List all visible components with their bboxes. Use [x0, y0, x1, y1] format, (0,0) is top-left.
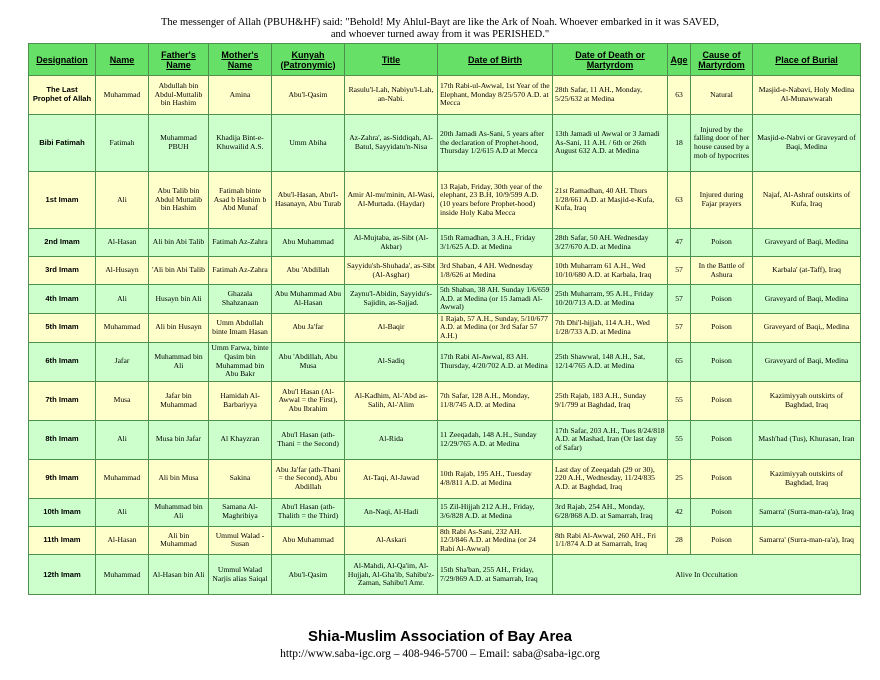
cell-kunyah: Abu Muhammad — [272, 229, 345, 257]
cell-mother: Umm Farwa, binte Qasim bin Muhammad bin Abu Bakr — [209, 342, 272, 381]
cell-death: 7th Dhi'l-hijjah, 114 A.H., Wed 1/28/733 A.D. at Medina — [553, 313, 668, 342]
cell-death: Alive In Occultation — [553, 555, 861, 595]
cell-title: Zaynu'l-Abidin, Sayyidu's-Sajidin, as-Sajjad. — [345, 285, 438, 314]
cell-kunyah: Umm Abiha — [272, 115, 345, 172]
table-row — [29, 257, 861, 285]
cell-birth: 20th Jamadi As-Sani, 5 years after the declaration of Prophet-hood, Thursday 1/2/615 A.D at Mecca — [438, 115, 553, 172]
cell-title: At-Taqi, Al-Jawad — [345, 459, 438, 498]
cell-kunyah: Abu'l-Qasim — [272, 76, 345, 115]
cell-title: Al-Mahdi, Al-Qa'im, Al-Hujjah, Al-Gha'ib, Sahibu'z-Zaman, Sahibu'l Amr. — [345, 555, 438, 595]
table-row — [29, 229, 861, 257]
cell-designation: 4th Imam — [29, 285, 96, 314]
cell-burial: Graveyard of Baqi, Medina — [753, 342, 861, 381]
cell-designation: The Last Prophet of Allah — [29, 76, 96, 115]
cell-birth: 17th Rabi Al-Awwal, 83 AH. Thursday, 4/20/702 A.D. at Medina — [438, 342, 553, 381]
cell-death: 28th Safar, 50 AH. Wednesday 3/27/670 A.D. at Medina — [553, 229, 668, 257]
cell-name: Al-Hasan — [96, 526, 149, 555]
table-row — [29, 526, 861, 555]
cell-name: Muhammad — [96, 313, 149, 342]
cell-kunyah: Abu Ja'far — [272, 313, 345, 342]
cell-birth: 13 Rajab, Friday, 30th year of the elephant, 23 B.H, 10/9/599 A.D. (10 years before Prophet-hood) inside Holy Kaba Mecca — [438, 172, 553, 229]
cell-burial: Masjid-e-Nabavi, Holy Medina Al-Munawwarah — [753, 76, 861, 115]
table-body — [29, 76, 861, 595]
cell-kunyah: Abu 'Abdillah — [272, 257, 345, 285]
cell-cause: Poison — [691, 342, 753, 381]
quote-line-1: The messenger of Allah (PBUH&HF) said: "Behold! My Ahlul-Bayt are like the Ark of Noah. Whoever embarked in it was SAVED, — [161, 17, 719, 28]
table-row — [29, 555, 861, 595]
cell-father: Ali bin Muhammad — [149, 526, 209, 555]
cell-death: 13th Jamadi ul Awwal or 3 Jamadi As-Sani, 11 A.H. / 6th or 26th August 632 A.D. at Medina — [553, 115, 668, 172]
cell-birth: 11 Zeeqadah, 148 A.H., Sunday 12/29/765 A.D. at Medina — [438, 420, 553, 459]
cell-age: 18 — [668, 115, 691, 172]
cell-designation: 7th Imam — [29, 381, 96, 420]
cell-burial: Najaf, Al-Ashraf outskirts of Kufa, Iraq — [753, 172, 861, 229]
cell-age: 55 — [668, 381, 691, 420]
cell-father: Al-Hasan bin Ali — [149, 555, 209, 595]
table-row — [29, 381, 861, 420]
cell-death: 28th Safar, 11 AH., Monday, 5/25/632 at Medina — [553, 76, 668, 115]
cell-mother: Hamidah Al-Barbariyya — [209, 381, 272, 420]
cell-father: Husayn bin Ali — [149, 285, 209, 314]
cell-burial: Kazimiyyah outskirts of Baghdad, Iraq — [753, 381, 861, 420]
cell-kunyah: Abu'l Hasan (ath-Thalith = the Third) — [272, 498, 345, 526]
cell-title: Sayyidu'sh-Shuhada', as-Sibt (Al-Asghar) — [345, 257, 438, 285]
cell-cause: Poison — [691, 229, 753, 257]
cell-name: Muhammad — [96, 555, 149, 595]
cell-age: 28 — [668, 526, 691, 555]
cell-burial: Kazimiyyah outskirts of Baghdad, Iraq — [753, 459, 861, 498]
hadith-quote — [20, 17, 860, 41]
cell-designation: 1st Imam — [29, 172, 96, 229]
cell-age: 63 — [668, 172, 691, 229]
cell-title: Al-Baqir — [345, 313, 438, 342]
cell-title: Al-Askari — [345, 526, 438, 555]
cell-kunyah: Abu Muhammad — [272, 526, 345, 555]
cell-death: 25th Muharram, 95 A.H., Friday 10/20/713 A.D. at Medina — [553, 285, 668, 314]
cell-age: 65 — [668, 342, 691, 381]
cell-designation: 2nd Imam — [29, 229, 96, 257]
table-row — [29, 115, 861, 172]
cell-kunyah: Abu'l-Qasim — [272, 555, 345, 595]
cell-designation: 9th Imam — [29, 459, 96, 498]
cell-father: Muhammad PBUH — [149, 115, 209, 172]
cell-age: 57 — [668, 285, 691, 314]
cell-mother: Amina — [209, 76, 272, 115]
col-header-death: Date of Death or Martyrdom — [553, 44, 668, 76]
cell-mother: Fatimah Az-Zahra — [209, 229, 272, 257]
cell-name: Jafar — [96, 342, 149, 381]
col-header-burial: Place of Burial — [753, 44, 861, 76]
cell-age: 47 — [668, 229, 691, 257]
cell-death: 25th Rajab, 183 A.H., Sunday 9/1/799 at Baghdad, Iraq — [553, 381, 668, 420]
cell-mother: Ummul Walad - Susan — [209, 526, 272, 555]
cell-designation: 6th Imam — [29, 342, 96, 381]
cell-cause: Poison — [691, 285, 753, 314]
cell-father: Musa bin Jafar — [149, 420, 209, 459]
cell-birth: 1 Rajab, 57 A.H., Sunday, 5/10/677 A.D. at Medina (or 3rd Safar 57 A.H.) — [438, 313, 553, 342]
organization-contact: http://www.saba-igc.org – 408-946-5700 – Email: saba@saba-igc.org — [280, 648, 600, 660]
cell-cause: Injured during Fajar prayers — [691, 172, 753, 229]
col-header-age: Age — [668, 44, 691, 76]
cell-burial: Graveyard of Baqi, Medina — [753, 229, 861, 257]
cell-age: 42 — [668, 498, 691, 526]
cell-title: Al-Rida — [345, 420, 438, 459]
cell-name: Fatimah — [96, 115, 149, 172]
col-header-designation: Designation — [29, 44, 96, 76]
cell-title: Al-Sadiq — [345, 342, 438, 381]
cell-kunyah: Abu'l Hasan (Al-Awwal = the First), Abu Ibrahim — [272, 381, 345, 420]
cell-mother: Fatimah Az-Zahra — [209, 257, 272, 285]
col-header-mother: Mother's Name — [209, 44, 272, 76]
col-header-name: Name — [96, 44, 149, 76]
cell-mother: Ghazala Shahzanaan — [209, 285, 272, 314]
cell-name: Musa — [96, 381, 149, 420]
cell-cause: Poison — [691, 381, 753, 420]
cell-age: 57 — [668, 257, 691, 285]
cell-cause: Poison — [691, 498, 753, 526]
cell-age: 55 — [668, 420, 691, 459]
cell-designation: 5th Imam — [29, 313, 96, 342]
cell-birth: 8th Rabi As-Sani, 232 AH. 12/3/846 A.D. at Medina (or 24 Rabi Al-Awwal) — [438, 526, 553, 555]
cell-death: 3rd Rajab, 254 AH., Monday, 6/28/868 A.D. at Samarrah, Iraq — [553, 498, 668, 526]
col-header-cause: Cause of Martyrdom — [691, 44, 753, 76]
table-row — [29, 459, 861, 498]
cell-designation: Bibi Fatimah — [29, 115, 96, 172]
cell-name: Muhammad — [96, 459, 149, 498]
cell-name: Ali — [96, 285, 149, 314]
table-row — [29, 313, 861, 342]
cell-father: Ali bin Husayn — [149, 313, 209, 342]
table-row — [29, 420, 861, 459]
cell-age: 57 — [668, 313, 691, 342]
cell-burial: Graveyard of Baqi, Medina — [753, 285, 861, 314]
cell-death: 17th Safar, 203 A.H., Tues 8/24/818 A.D. at Mashad, Iran (Or last day of Safar) — [553, 420, 668, 459]
table-row — [29, 76, 861, 115]
cell-title: Az-Zahra', as-Siddiqah, Al-Batul, Sayyidatu'n-Nisa — [345, 115, 438, 172]
cell-cause: In the Battle of Ashura — [691, 257, 753, 285]
cell-father: Ali bin Abi Talib — [149, 229, 209, 257]
cell-kunyah: Abu 'Abdillah, Abu Musa — [272, 342, 345, 381]
cell-cause: Poison — [691, 526, 753, 555]
cell-father: Ali bin Musa — [149, 459, 209, 498]
cell-title: Al-Kadhim, Al-'Abd as-Salih, Al-'Alim — [345, 381, 438, 420]
cell-kunyah: Abu Ja'far (ath-Thani = the Second), Abu Abdillah — [272, 459, 345, 498]
cell-burial: Samarra' (Surra-man-ra'a), Iraq — [753, 526, 861, 555]
cell-title: An-Naqi, Al-Hadi — [345, 498, 438, 526]
cell-cause: Natural — [691, 76, 753, 115]
cell-cause: Poison — [691, 459, 753, 498]
cell-father: Muhammad bin Ali — [149, 342, 209, 381]
cell-birth: 15th Ramadhan, 3 A.H., Friday 3/1/625 A.D. at Medina — [438, 229, 553, 257]
table-row — [29, 342, 861, 381]
cell-mother: Fatimah binte Asad b Hashim b Abd Munaf — [209, 172, 272, 229]
cell-burial: Graveyard of Baqi,, Medina — [753, 313, 861, 342]
cell-title: Al-Mujtaba, as-Sibt (Al-Akbar) — [345, 229, 438, 257]
cell-designation: 12th Imam — [29, 555, 96, 595]
quote-line-2: and whoever turned away from it was PERISHED." — [330, 29, 550, 40]
cell-cause: Injured by the falling door of her house caused by a mob of hypocrites — [691, 115, 753, 172]
header-row — [29, 44, 861, 76]
cell-name: Ali — [96, 420, 149, 459]
cell-father: 'Ali bin Abi Talib — [149, 257, 209, 285]
cell-designation: 3rd Imam — [29, 257, 96, 285]
cell-designation: 10th Imam — [29, 498, 96, 526]
cell-father: Abu Talib bin Abdul Muttalib bin Hashim — [149, 172, 209, 229]
cell-birth: 7th Safar, 128 A.H., Monday, 11/8/745 A.D. at Medina — [438, 381, 553, 420]
cell-designation: 8th Imam — [29, 420, 96, 459]
cell-birth: 15th Sha'ban, 255 AH., Friday, 7/29/869 A.D. at Samarrah, Iraq — [438, 555, 553, 595]
cell-father: Jafar bin Muhammad — [149, 381, 209, 420]
col-header-father: Father's Name — [149, 44, 209, 76]
cell-death: Last day of Zeeqadah (29 or 30), 220 A.H., Wednesday, 11/24/835 A.D. at Baghdad, Iraq — [553, 459, 668, 498]
cell-mother: Ummul Walad Narjis alias Saiqal — [209, 555, 272, 595]
cell-birth: 3rd Shaban, 4 AH. Wednesday 1/8/626 at Medina — [438, 257, 553, 285]
cell-kunyah: Abu'l-Hasan, Abu'l-Hasanayn, Abu Turab — [272, 172, 345, 229]
cell-burial: Karbala' (at-Taff), Iraq — [753, 257, 861, 285]
cell-death: 8th Rabi Al-Awwal, 260 AH., Fri 1/1/874 A.D at Samarrah, Iraq — [553, 526, 668, 555]
cell-burial: Samarra' (Surra-man-ra'a), Iraq — [753, 498, 861, 526]
imams-table — [28, 43, 861, 595]
cell-mother: Al Khayzran — [209, 420, 272, 459]
cell-designation: 11th Imam — [29, 526, 96, 555]
col-header-kunyah: Kunyah (Patronymic) — [272, 44, 345, 76]
cell-birth: 5th Shaban, 38 AH. Sunday 1/6/659 A.D. at Medina (or 15 Jamadi Al-Awwal) — [438, 285, 553, 314]
cell-burial: Mash'had (Tus), Khurasan, Iran — [753, 420, 861, 459]
cell-name: Al-Hasan — [96, 229, 149, 257]
cell-mother: Samana Al-Maghribiya — [209, 498, 272, 526]
cell-cause: Poison — [691, 420, 753, 459]
cell-burial: Masjid-e-Nabvi or Graveyard of Baqi, Medina — [753, 115, 861, 172]
cell-birth: 17th Rabi-ul-Awwal, 1st Year of the Elephant, Monday 8/25/570 A.D. at Mecca — [438, 76, 553, 115]
organization-name: Shia-Muslim Association of Bay Area — [308, 628, 572, 645]
cell-name: Ali — [96, 498, 149, 526]
cell-father: Muhammad bin Ali — [149, 498, 209, 526]
cell-name: Al-Husayn — [96, 257, 149, 285]
table-row — [29, 498, 861, 526]
cell-death: 25th Shawwal, 148 A.H., Sat, 12/14/765 A.D. at Medina — [553, 342, 668, 381]
cell-kunyah: Abu'l Hasan (ath-Thani = the Second) — [272, 420, 345, 459]
cell-father: Abdullah bin Abdul-Muttalib bin Hashim — [149, 76, 209, 115]
cell-age: 25 — [668, 459, 691, 498]
cell-mother: Sakina — [209, 459, 272, 498]
cell-name: Ali — [96, 172, 149, 229]
table-row — [29, 285, 861, 314]
cell-cause: Poison — [691, 313, 753, 342]
cell-birth: 10th Rajab, 195 AH., Tuesday 4/8/811 A.D. at Medina — [438, 459, 553, 498]
cell-name: Muhammad — [96, 76, 149, 115]
cell-birth: 15 Zil-Hijjah 212 A.H., Friday, 3/6/828 A.D. at Medina — [438, 498, 553, 526]
cell-death: 10th Muharram 61 A.H., Wed 10/10/680 A.D. at Karbala, Iraq — [553, 257, 668, 285]
cell-death: 21st Ramadhan, 40 AH. Thurs 1/28/661 A.D. at Masjid-e-Kufa, Kufa, Iraq — [553, 172, 668, 229]
col-header-title: Title — [345, 44, 438, 76]
cell-age: 63 — [668, 76, 691, 115]
cell-kunyah: Abu Muhammad Abu Al-Hasan — [272, 285, 345, 314]
cell-mother: Khadija Bint-e-Khuwailid A.S. — [209, 115, 272, 172]
cell-title: Rasulu'l-Lah, Nabiyu'l-Lah, an-Nabi. — [345, 76, 438, 115]
table-row — [29, 172, 861, 229]
cell-mother: Umm Abdullah binte Imam Hasan — [209, 313, 272, 342]
cell-title: Amir Al-mu'minin, Al-Wasi, Al-Murtada. (Haydar) — [345, 172, 438, 229]
col-header-birth: Date of Birth — [438, 44, 553, 76]
